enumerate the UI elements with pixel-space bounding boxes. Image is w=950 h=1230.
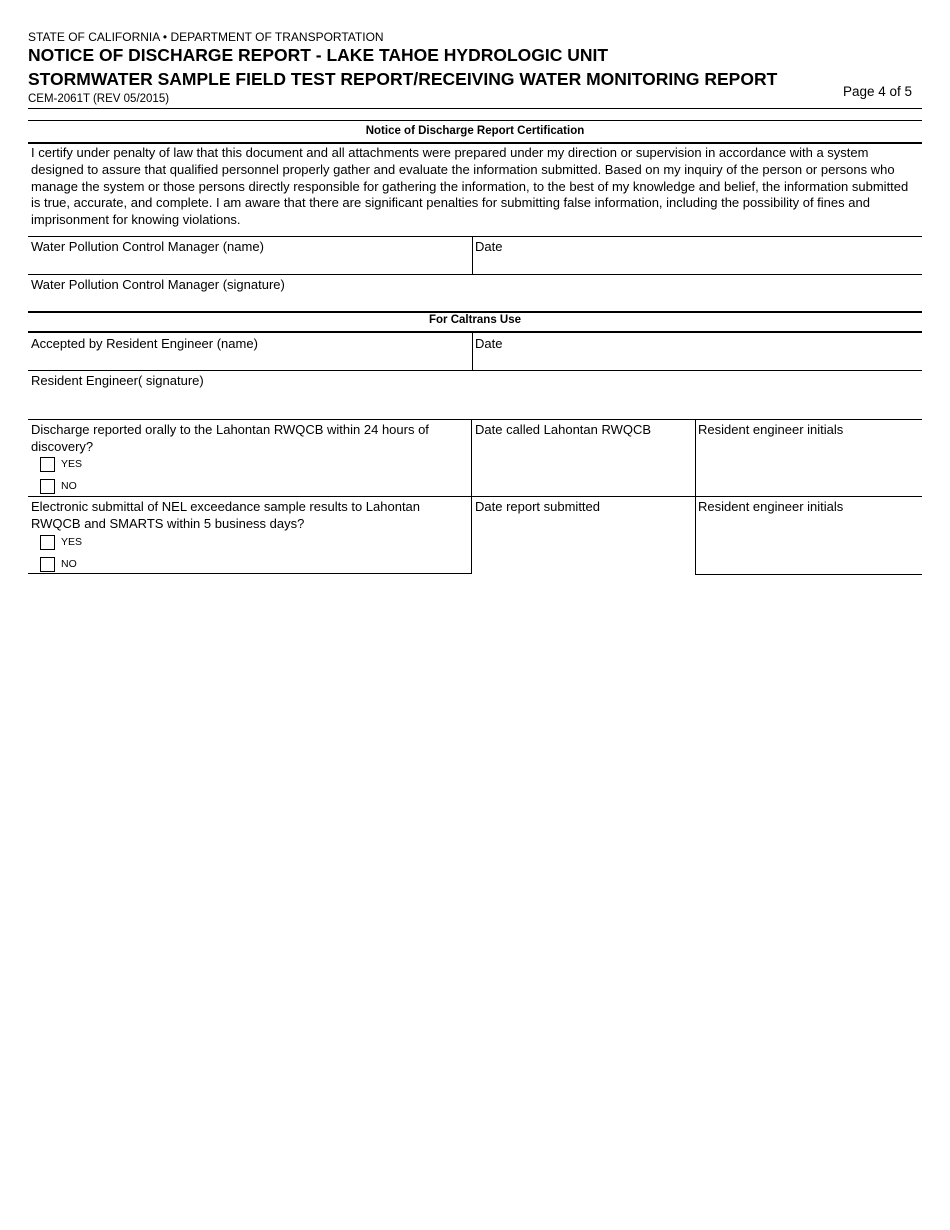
row-divider — [28, 496, 922, 497]
oral-report-initials-label: Resident engineer initials — [698, 422, 844, 437]
column-divider — [472, 236, 473, 274]
caltrans-title-rule — [28, 331, 922, 333]
form-number: CEM-2061T (REV 05/2015) — [28, 93, 170, 105]
form-title-line1: NOTICE OF DISCHARGE REPORT - LAKE TAHOE HYDROLOGIC UNIT — [28, 45, 609, 65]
engineer-signature-label: Resident Engineer( signature) — [31, 373, 204, 388]
oral-report-question: Discharge reported orally to the Lahontan RWQCB within 24 hours of discovery? — [31, 422, 429, 454]
row-divider — [28, 236, 922, 237]
oral-report-date-label: Date called Lahontan RWQCB — [475, 422, 652, 437]
page-number: Page 4 of 5 — [843, 84, 913, 99]
manager-date-label: Date — [475, 239, 503, 254]
column-divider — [472, 333, 473, 370]
engineer-name-label: Accepted by Resident Engineer (name) — [31, 336, 258, 351]
electronic-submittal-date-label: Date report submitted — [475, 499, 601, 514]
header-divider — [28, 108, 922, 109]
electronic-submittal-initials-label: Resident engineer initials — [698, 499, 844, 514]
electronic-submittal-yes-label: YES — [61, 536, 83, 548]
electronic-submittal-no-label: NO — [61, 558, 77, 570]
section-top-rule — [28, 120, 922, 121]
oral-report-yes-label: YES — [61, 458, 83, 470]
oral-report-yes-checkbox[interactable] — [40, 457, 55, 472]
electronic-submittal-question: Electronic submittal of NEL exceedance sample results to Lahontan RWQCB and SMARTS within 5 business days? — [31, 499, 421, 531]
manager-signature-label: Water Pollution Control Manager (signature) — [31, 277, 285, 292]
row-bottom-rule — [28, 573, 472, 574]
certification-title-rule — [28, 142, 922, 144]
electronic-submittal-no-checkbox[interactable] — [40, 557, 55, 572]
row-divider — [28, 274, 922, 275]
caltrans-title: For Caltrans Use — [428, 314, 522, 326]
certification-title: Notice of Discharge Report Certification — [365, 125, 585, 137]
column-divider — [695, 419, 696, 575]
form-title-line2: STORMWATER SAMPLE FIELD TEST REPORT/RECEIVING WATER MONITORING REPORT — [28, 69, 778, 89]
row-divider — [28, 419, 922, 420]
manager-name-label: Water Pollution Control Manager (name) — [31, 239, 264, 254]
row-divider — [28, 370, 922, 371]
engineer-date-label: Date — [475, 336, 503, 351]
certification-statement: I certify under penalty of law that this document and all attachments were prepared under my direction or supervision in accordance with a system designed to assure that qualified personnel properly gather and evaluate the information submitted. Based on my inquiry of the person or persons who manage the system or those persons directly responsible for gathering the information, to the best of my knowledge and belief, the information submitted is true, accurate, and complete. I am aware that there are significant penalties for submitting false information, including the possibility of fines and imprisonment for knowing violations. — [31, 145, 909, 228]
oral-report-no-checkbox[interactable] — [40, 479, 55, 494]
row-bottom-rule — [695, 574, 922, 575]
agency-line: STATE OF CALIFORNIA • DEPARTMENT OF TRANSPORTATION — [28, 30, 384, 44]
caltrans-top-rule — [28, 311, 922, 313]
electronic-submittal-yes-checkbox[interactable] — [40, 535, 55, 550]
oral-report-no-label: NO — [61, 480, 77, 492]
